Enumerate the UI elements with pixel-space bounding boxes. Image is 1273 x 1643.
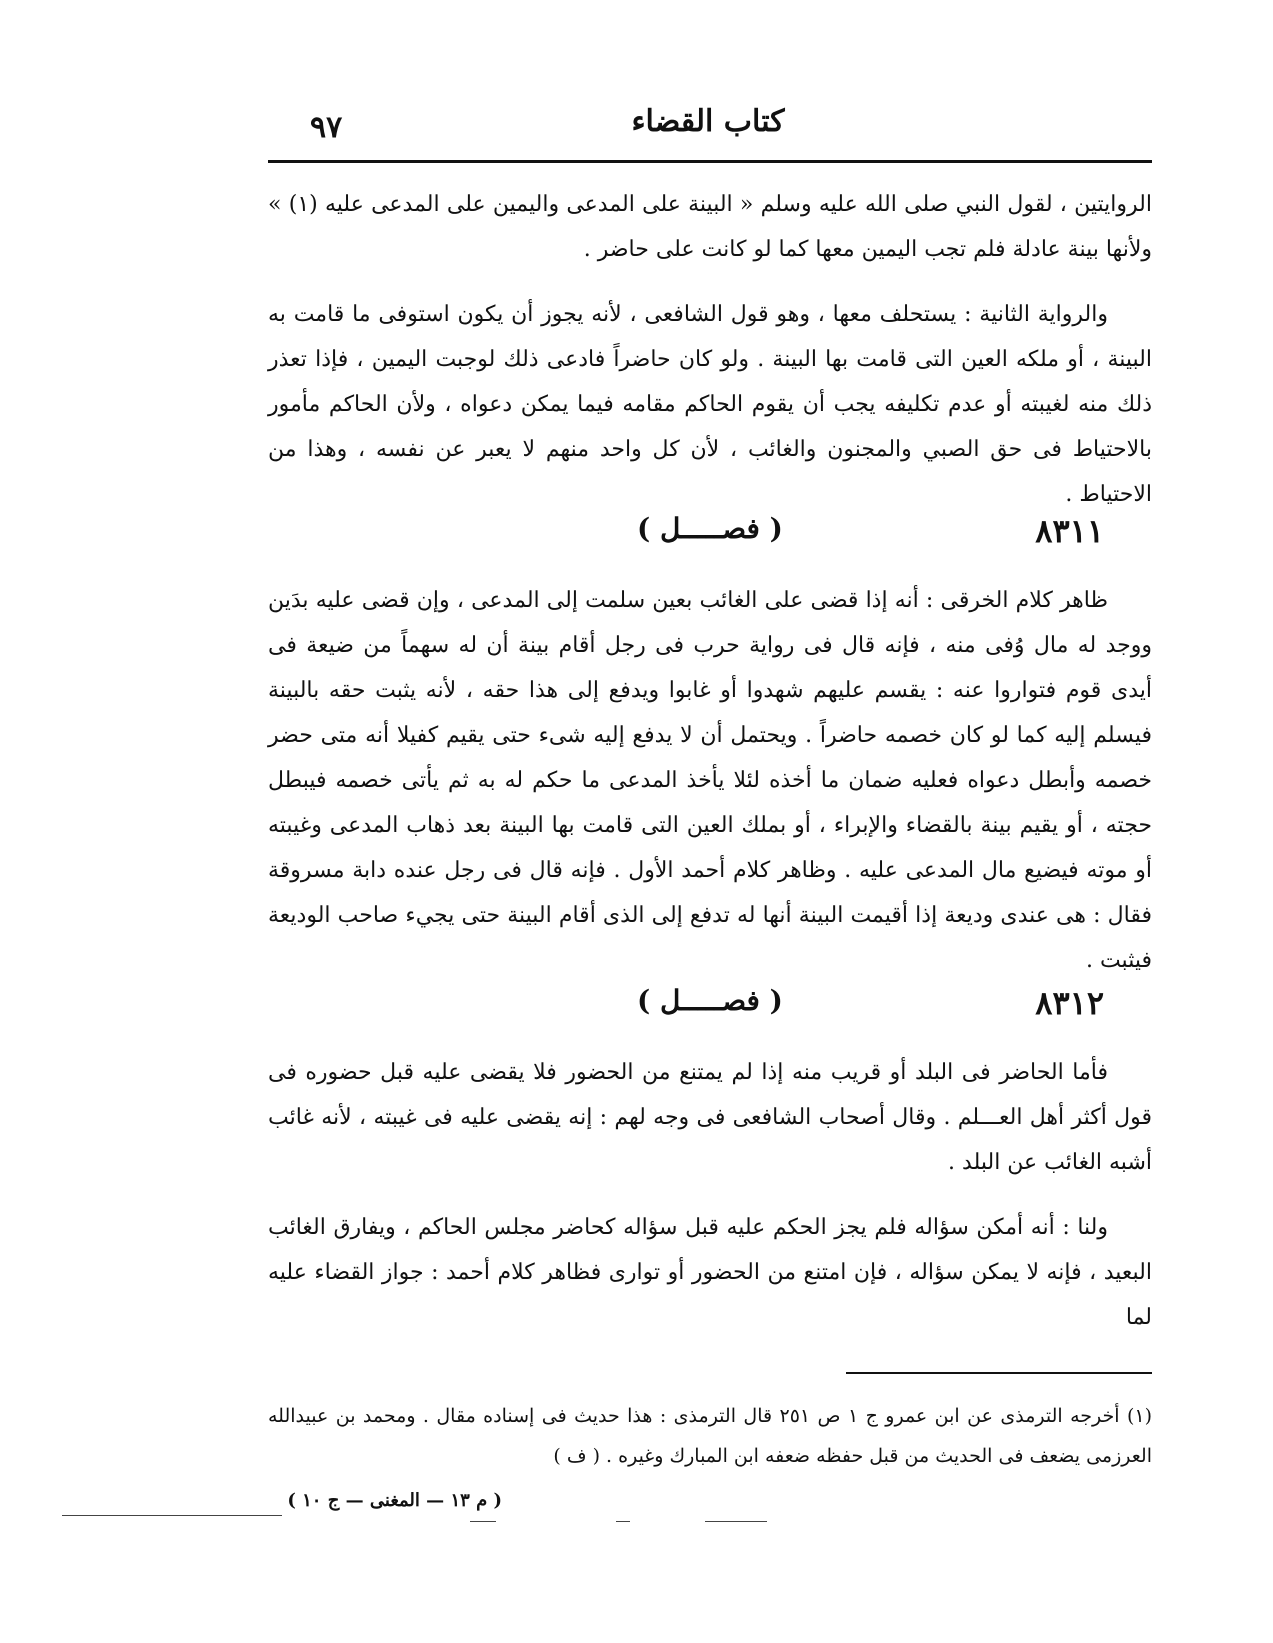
page-header: [268, 104, 1148, 164]
scan-edge-line: [62, 1515, 282, 1516]
section-8311-body: [268, 578, 1152, 983]
scan-edge-line: [616, 1521, 630, 1522]
page-number: ٩٧: [310, 110, 343, 145]
section-8312-body: [268, 1050, 1152, 1340]
opening-paragraphs: [268, 182, 1152, 517]
section-label: ( فصـــــل ): [637, 984, 783, 1017]
footnote-rule: [846, 1372, 1152, 1374]
paragraph-kharaqi-ruling: ظاهر كلام الخرقى : أنه إذا قضى على الغائب بعين سلمت إلى المدعى ، وإن قضى عليه بدَين ووجد له مال وُفى منه ، فإنه قال فى رواية حرب فى رجل أقام بينة أن له سهماً من ضيعة فى أيدى قوم فتواروا عنه : يقسم عليهم شهدوا أو غابوا ويدفع إلى هذا حقه ، لأنه يثبت حقه بالبينة فيسلم إليه كما لو كان خصمه حاضراً . ويحتمل أن لا يدفع إليه شىء حتى يقيم كفيلا أنه متى حضر خصمه وأبطل دعواه فعليه ضمان ما أخذه لئلا يأخذ المدعى ما حكم له به ثم يأتى خصمه فيبطل حجته ، أو يقيم بينة بالقضاء والإبراء ، أو بملك العين التى قامت بها البينة بعد ذهاب المدعى وغيبته أو موته فيضيع مال المدعى عليه . وظاهر كلام أحمد الأول . فإنه قال فى رجل عنده دابة مسروقة فقال : هى عندى وديعة إذا أقيمت البينة أنها له تدفع إلى الذى أقام البينة حتى يجيء صاحب الوديعة فيثبت .: [268, 588, 1153, 973]
paragraph-present-in-town: فأما الحاضر فى البلد أو قريب منه إذا لم يمتنع من الحضور فلا يقضى عليه قبل حضوره فى قول أكثر أهل العـــلم . وقال أصحاب الشافعى فى وجه لهم : إنه يقضى عليه فى غيبته ، لأنه غائب أشبه الغائب عن البلد .: [268, 1060, 1152, 1175]
paragraph-second-narration: والرواية الثانية : يستحلف معها ، وهو قول الشافعى ، لأنه يجوز أن يكون استوفى ما قامت به البينة ، أو ملكه العين التى قامت بها البينة . ولو كان حاضراً فادعى ذلك لوجبت اليمين ، فإذا تعذر ذلك منه لغيبته أو عدم تكليفه يجب أن يقوم الحاكم مقامه فيما يمكن دعواه ، ولأن الحاكم مأمور بالاحتياط فى حق الصبي والمجنون والغائب ، لأن كل واحد منهم لا يعبر عن نفسه ، وهذا من الاحتياط .: [268, 302, 1152, 507]
section-heading-8311: [268, 512, 1152, 560]
book-title: كتاب القضاء: [631, 104, 785, 139]
section-number: ٨٣١٢: [1035, 984, 1104, 1022]
section-heading-8312: [268, 984, 1152, 1032]
scan-edge-line: [470, 1521, 496, 1522]
section-number: ٨٣١١: [1035, 512, 1104, 550]
scan-edge-line: [705, 1521, 767, 1522]
header-rule: [268, 160, 1152, 163]
paragraph-our-argument: ولنا : أنه أمكن سؤاله فلم يجز الحكم عليه قبل سؤاله كحاضر مجلس الحاكم ، ويفارق الغائب البعيد ، فإنه لا يمكن سؤاله ، فإن امتنع من الحضور أو توارى فظاهر كلام أحمد : جواز القضاء عليه لما: [268, 1215, 1152, 1330]
paragraph-continuation: الروايتين ، لقول النبي صلى الله عليه وسلم « البينة على المدعى واليمين على المدعى عليه (١) » ولأنها بينة عادلة فلم تجب اليمين معها كما لو كانت على حاضر .: [268, 192, 1152, 262]
signature-mark: ( م ١٣ — المغنى — ج ١٠ ): [287, 1490, 502, 1511]
footnote: (١) أخرجه الترمذى عن ابن عمرو ج ١ ص ٢٥١ قال الترمذى : هذا حديث فى إسناده مقال . ومحمد بن عبيدالله العرزمى يضعف فى الحديث من قبل حفظه ضعفه ابن المبارك وغيره . ( ف ): [268, 1405, 1152, 1467]
section-label: ( فصـــــل ): [637, 512, 783, 545]
